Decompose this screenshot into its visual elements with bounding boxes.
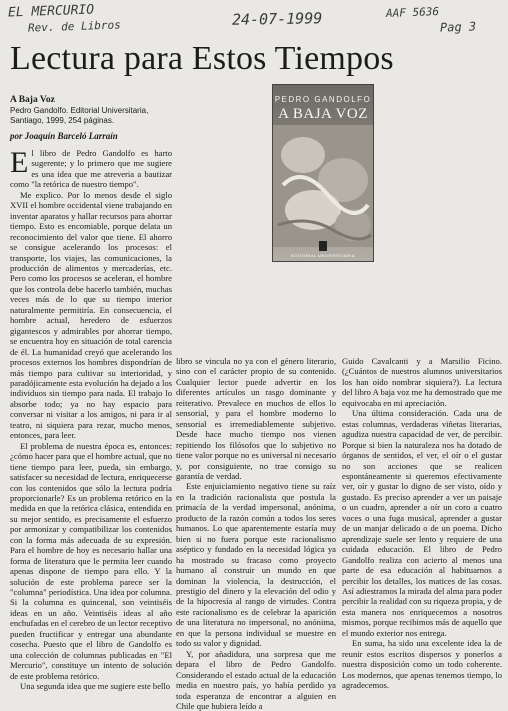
article-column-1 [10, 148, 172, 692]
article-paragraph: libro se vincula no ya con el género literario, sino con el carácter propio de su contenido. Cualquier lector puede advertir en los diferentes artículos un rasgo dominante y reiterativo. Prevalece en muchos de ellos lo sensorial, y para el hombre moderno lo sensorial es irremediablemente subjetivo. Desde hace mucho tiempo nos vienen repitiendo los filósofos que lo subjetivo no tiene valor porque no es universal ni necesario y, por consiguiente, no trae consigo su garantía de verdad. [176, 356, 336, 481]
article-paragraph [10, 148, 172, 190]
handwritten-section: Rev. de Libros [27, 18, 121, 35]
byline: por Joaquín Barceló Larraín [10, 131, 118, 141]
cover-title: A BAJA VOZ [278, 106, 368, 122]
page-title: Lectura para Estos Tiempos [10, 40, 394, 77]
drop-cap: E [10, 146, 29, 179]
handwritten-code: AAF 5636 [385, 5, 440, 20]
article-column-2 [176, 356, 336, 711]
article-paragraph: Este enjuiciamiento negativo tiene su raíz en la tradición racionalista que postula la primacía de la verdad impersonal, anónima, producto de la razón común a todos los seres humanos. Lo que aparentemente estaría muy bien si no fuera porque este racionalismo aséptico y fundado en la necesidad lógica ya ha mostrado su fracaso como proyecto humano al construir un mundo en que dominan la violencia, la destrucción, el prestigio del dinero y la elevación del odio y de la hipocresía al rango de virtudes. Contra este racionalismo es de celebrar la aparición de una literatura no impersonal, no anónima, en que la persona individual se muestre en todo su valor y dignidad. [176, 481, 336, 649]
book-publication: Santiago, 1999, 254 páginas. [10, 116, 115, 125]
article-column-3 [342, 356, 502, 691]
article-paragraph: Y, por añadidura, una sorpresa que me depara el libro de Pedro Gandolfo. Considerando el estado actual de la educación media en nuestro país, yo había perdido ya toda esperanza de encontrar a alguien en Chile que hubiera leído a [176, 648, 336, 711]
publisher-logo [319, 241, 327, 251]
article-paragraph: El problema de nuestra época es, entonces: ¿cómo hacer para que el hombre actual, que no tiene tiempo para leer, pueda, sin embargo, satisfacer su necesidad de lectura, enriquecerse con los contenidos que sólo la lectura podría proporcionarle? Es un problema retórico en la medida en que la retórica clásica, entendida en su mejor sentido, es precisamente el esfuerzo por armonizar y compatibilizar los contenidos con la forma más adecuada de su expresión. Para el hombre de hoy es necesario hallar una forma de literatura que le permita leer cuando apenas dispone de tiempo para ello. Y la solución de este problema parece ser la "columna" periodística. Una idea por columna. Si la columna es quincenal, son veintiséis ideas en un año. Veintiséis ideas al año enchufadas en el cerebro de un lector receptivo pueden fructificar y entregar una abundante cosecha. Puesto que el libro de Gandolfo es una colección de columnas publicadas en "El Mercurio", constituye un intento de solución de este problema retórico. [10, 440, 173, 681]
book-title: A Baja Voz [10, 95, 55, 105]
article-paragraph: Guido Cavalcanti y a Marsilio Ficino. (¿Cuántos de nuestros alumnos universitarios los han oído nombrar siquiera?). La lectura del libro A baja voz me ha demostrado que me equivocaba en mi apreciación. [342, 356, 502, 408]
cover-illustration [273, 125, 373, 247]
cover-publisher: EDITORIAL UNIVERSITARIA [291, 253, 355, 258]
article-paragraph: Una última consideración. Cada una de estas columnas, verdaderas viñetas literarias, agudiza nuestra capacidad de ver, de percibir. Porque si bien la naturaleza nos ha dotado de órganos de sentidos, el ver, el oír o el gustar no son acciones que se realicen espontáneamente si queremos efectivamente ver, oír y gustar lo digno de ser visto, oído y gustado. Es preciso aprender a ver un paisaje o un cuadro, aprender a oír un coro a cuatro voces o una fuga musical, aprender a gustar de un manjar delicado o de un poema. Dicho aprendizaje suele ser lento y requiere de una cuidada educación. El libro de Pedro Gandolfo realiza con acierto al menos una parte de esa educación al habituarnos a percibir los detalles, los matices de las cosas. Así adiestramos la mirada del alma para poder percibir la realidad con su riqueza propia, y de esta manera nos enriquecemos a nosotros mismos, porque recibimos más de aquello que el mundo exterior nos entrega. [342, 408, 502, 638]
book-info [10, 95, 260, 127]
paragraph-text: l libro de Pedro Gandolfo es harto sugerente; y lo primero que me sugiere es una idea que me atreveria a bautizar como "la retórica de nuestro tiempo". [10, 148, 172, 190]
article-paragraph: En suma, ha sido una excelente idea la de reunir estos escritos dispersos y ponerlos a nuestra disposición como un todo coherente. Los modernos, que apenas tenemos tiempo, lo agradecemos. [342, 638, 502, 691]
book-details: Pedro Gandolfo. Editorial Universitaria, [10, 105, 149, 115]
article-paragraph: Me explico. Por lo menos desde el siglo XVII el hombre occidental viene trabajando en inventar aparatos y hallar recursos para ahorrar tiempo. Esto es encomiable, porque delata un reconocimiento del valor que tiene. El ahorro se consigue acelerando los procesos: el transporte, los viajes, las comunicaciones, la producción de alimentos y mercaderías, etc. Pero como los procesos se aceleran, el hombre que los controla debe hacerlo también, muchas veces más de lo que su tiempo interior naturalmente permitiría. En consecuencia, el hombre actual, heredero de esfuerzos gigantescos y admirables por ahorrar tiempo, se encuentra hoy en situación de total carencia de él. La humanidad creyó que acelerando los procesos externos los hombres dispondrían de más tiempo para cultivar su interioridad, y paradójicamente esta evolución ha dejado a los individuos sin tiempo para nada. El trabajo lo absorbe todo; ya no hay espacio para conversar ni visitar a los amigos, ni para ir al teatro, ni siquiera para rezar, mucho menos, entonces, para leer. [10, 189, 172, 441]
handwritten-page: Pag 3 [439, 19, 477, 35]
article-paragraph: Una segunda idea que me sugiere este bello [20, 681, 171, 692]
book-cover [272, 84, 374, 262]
handwritten-source: EL MERCURIO [7, 2, 95, 21]
cover-author: PEDRO GANDOLFO [274, 95, 372, 104]
handwritten-date: 24-07-1999 [231, 9, 323, 29]
